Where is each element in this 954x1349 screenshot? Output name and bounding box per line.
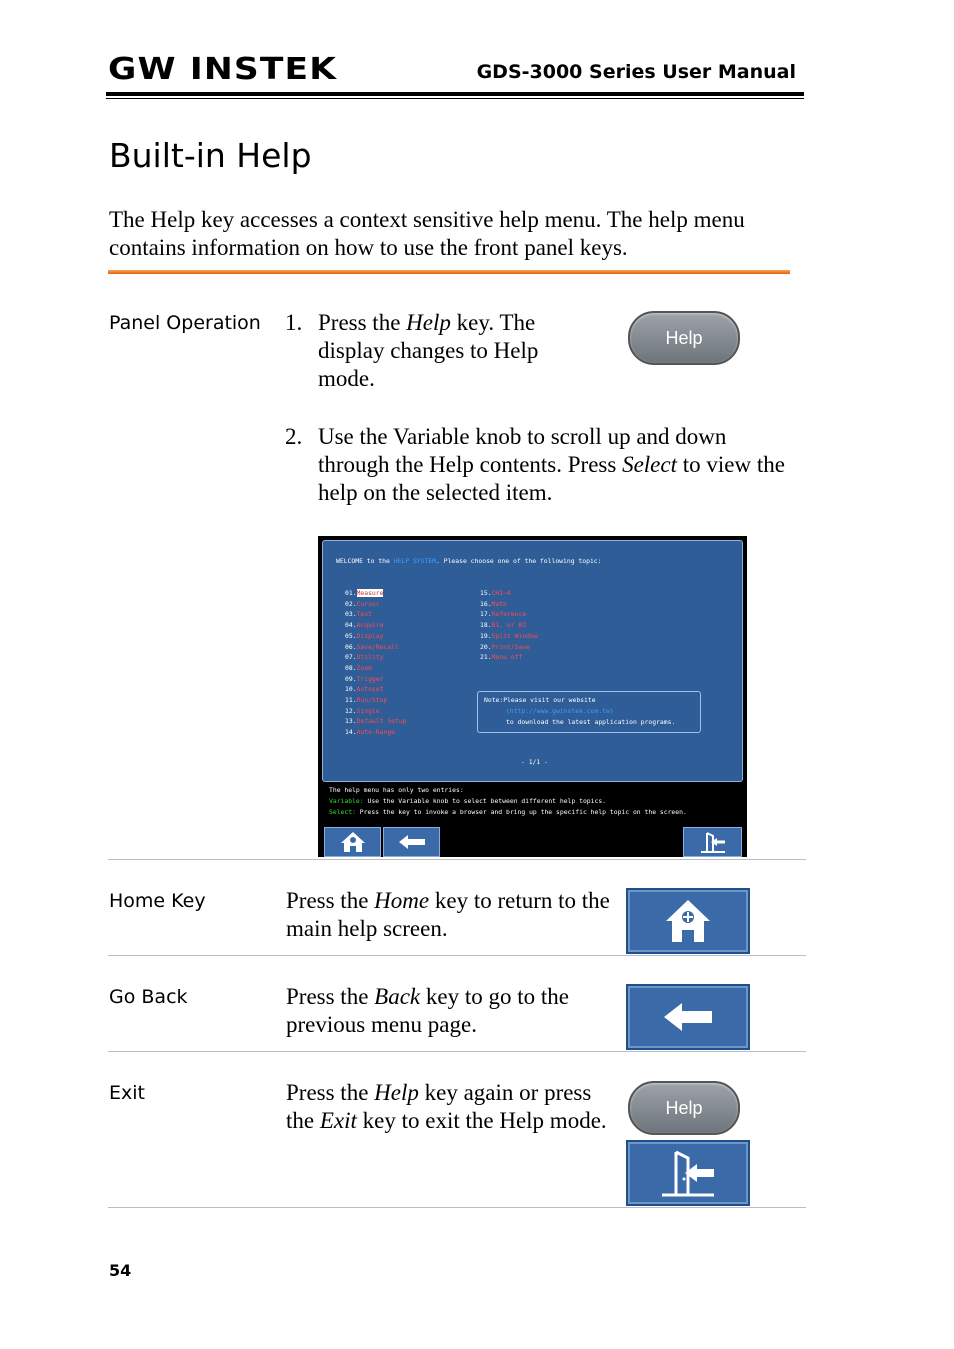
exit-door-icon (658, 1149, 718, 1197)
topic-item[interactable]: 21.Menu off (480, 653, 523, 662)
page-number: 54 (109, 1261, 132, 1280)
exit-label: Exit (109, 1082, 145, 1104)
topic-item[interactable]: 05.Display (345, 631, 384, 640)
topic-item[interactable]: 09.Trigger (345, 674, 384, 683)
gw-instek-logo: GW INSTEK (108, 52, 338, 87)
topic-item[interactable]: 16.Math (480, 599, 507, 608)
home-key-button (626, 888, 750, 954)
home-icon (340, 831, 366, 853)
go-back-description: Press the Back key to go to the previous menu page. (286, 984, 569, 1037)
page-title: Built-in Help (109, 136, 312, 175)
step1-text: Press the Help key. The display changes to Help mode. (318, 310, 539, 391)
welcome-line: WELCOME to the HELP SYSTEM. Please choose one of the following topic: (336, 557, 602, 565)
topic-item[interactable]: 11.Run/Stop (345, 696, 388, 704)
exit-description: Press the Help key again or press the Exit key to exit the Help mode. (286, 1080, 607, 1133)
page-indicator: - 1/1 - (521, 758, 548, 766)
back-key-button (626, 984, 750, 1050)
header-rule-thin (106, 98, 804, 99)
topic-item[interactable]: 19.Split Window (480, 631, 538, 640)
row-separator (108, 955, 806, 956)
note-url: (http://www.gwinstek.com.tw) (506, 707, 614, 715)
help-footer-select: Select: Press the key to invoke a browser and bring up the specific help topic on the screen. (329, 808, 687, 816)
exit-door-icon (699, 831, 727, 853)
intro-paragraph: The Help key accesses a context sensitive help menu. The help menu contains information on how to use the front panel keys. (109, 207, 745, 260)
topic-item[interactable]: 04.Acquire (345, 621, 384, 630)
step2-number: 2. (285, 424, 303, 449)
home-key-description: Press the Home key to return to the main help screen. (286, 888, 610, 941)
topic-item[interactable]: 01.Measure (345, 589, 384, 597)
screen-home-button[interactable] (324, 827, 381, 857)
help-key-button: Help (628, 1081, 740, 1135)
screen-exit-button[interactable] (683, 827, 742, 857)
help-system-screenshot (318, 536, 747, 857)
help-topic-panel (322, 540, 743, 782)
topic-item[interactable]: 10.Autoset (345, 685, 384, 694)
help-footer-variable: Variable: Use the Variable knob to select between different help topics. (329, 797, 607, 805)
note-text: Note:Please visit our website (484, 696, 596, 704)
topic-item[interactable]: 17.Reference (480, 610, 527, 619)
topic-item[interactable]: 07.Utility (345, 653, 384, 662)
topic-item[interactable]: 03.Test (345, 610, 372, 619)
screen-back-button[interactable] (383, 827, 440, 857)
topic-item[interactable]: 02.Cursor (345, 599, 380, 608)
topic-item[interactable]: 06.Save/Recall (345, 642, 399, 651)
row-separator (108, 859, 806, 860)
topic-item[interactable]: 12.Single (345, 706, 380, 715)
exit-key-button (626, 1140, 750, 1206)
go-back-label: Go Back (109, 986, 188, 1008)
website-note-box (477, 691, 701, 733)
help-footer-line: The help menu has only two entries: (329, 786, 464, 794)
row-separator (108, 1207, 806, 1208)
note-text: to download the latest application programs. (506, 718, 676, 726)
topic-item[interactable]: 14.Auto-Range (345, 728, 396, 737)
help-key-button: Help (628, 311, 740, 365)
topic-item[interactable]: 18.B1, or B2 (480, 621, 527, 630)
header-rule (106, 92, 804, 96)
manual-title: GDS-3000 Series User Manual (476, 61, 796, 83)
row-separator (108, 1051, 806, 1052)
back-arrow-icon (662, 1001, 714, 1033)
back-arrow-icon (398, 834, 426, 850)
home-icon (664, 898, 712, 944)
panel-operation-label: Panel Operation (109, 312, 261, 334)
topic-item[interactable]: 08.Zoom (345, 663, 372, 672)
topic-item[interactable]: 15.CH1~4 (480, 589, 511, 597)
home-key-label: Home Key (109, 890, 206, 912)
topic-item[interactable]: 13.Default Setup (345, 717, 407, 726)
step2-text: Use the Variable knob to scroll up and down through the Help contents. Press Select to view the help on the selected item. (318, 424, 785, 505)
step1-number: 1. (285, 310, 303, 335)
topic-item[interactable]: 20.Print/Save (480, 642, 531, 651)
section-divider (108, 270, 790, 274)
